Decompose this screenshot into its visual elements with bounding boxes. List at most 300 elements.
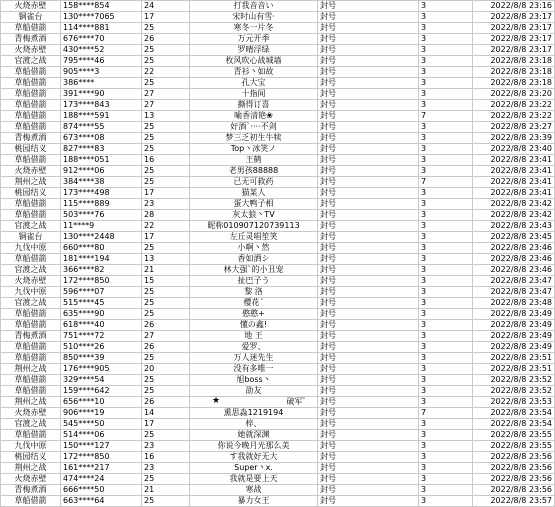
action-cell[interactable]: 封号 [318,463,419,474]
action-cell[interactable]: 封号 [318,298,419,309]
action-cell[interactable]: 封号 [318,485,419,496]
account-cell[interactable]: 906****19 [61,408,142,419]
account-cell[interactable]: 751****72 [61,331,142,342]
nickname-cell[interactable]: 万元开季 [190,34,318,45]
level-cell[interactable]: 25 [142,166,190,177]
server-cell[interactable]: 铜雀台 [1,232,61,243]
account-cell[interactable]: 474****24 [61,474,142,485]
action-cell[interactable]: 封号 [318,210,419,221]
time-cell[interactable]: 2022/8/8 23:52 [473,375,555,386]
server-cell[interactable]: 荆州之战 [1,397,61,408]
days-cell[interactable]: 3 [419,397,473,408]
action-cell[interactable]: 封号 [318,474,419,485]
account-cell[interactable]: 515****45 [61,298,142,309]
time-cell[interactable]: 2022/8/8 23:48 [473,298,555,309]
server-cell[interactable]: 火烧赤壁 [1,1,61,12]
days-cell[interactable]: 3 [419,331,473,342]
server-cell[interactable]: 草船借箭 [1,78,61,89]
time-cell[interactable]: 2022/8/8 23:41 [473,166,555,177]
level-cell[interactable]: 25 [142,386,190,397]
nickname-cell[interactable]: 樱花´ [190,298,318,309]
account-cell[interactable]: 11****9 [61,221,142,232]
action-cell[interactable]: 封号 [318,155,419,166]
days-cell[interactable]: 3 [419,23,473,34]
time-cell[interactable]: 2022/8/8 23:56 [473,452,555,463]
nickname-cell[interactable]: 昵称010907120739113 [190,221,318,232]
action-cell[interactable]: 封号 [318,166,419,177]
server-cell[interactable]: 火烧赤壁 [1,276,61,287]
account-cell[interactable]: 188****051 [61,155,142,166]
level-cell[interactable]: 20 [142,364,190,375]
level-cell[interactable]: 25 [142,122,190,133]
days-cell[interactable]: 3 [419,375,473,386]
action-cell[interactable]: 封号 [318,122,419,133]
action-cell[interactable]: 封号 [318,188,419,199]
nickname-cell[interactable]: 梦三乏初生牛犊 [190,133,318,144]
account-cell[interactable]: 663****64 [61,496,142,507]
server-cell[interactable]: 草船借箭 [1,254,61,265]
level-cell[interactable]: 25 [142,474,190,485]
action-cell[interactable]: 封号 [318,100,419,111]
server-cell[interactable]: 草船借箭 [1,111,61,122]
nickname-cell[interactable]: 扯巴子う [190,276,318,287]
nickname-cell[interactable] [190,397,318,408]
level-cell[interactable]: 25 [142,133,190,144]
server-cell[interactable]: 九伐中原 [1,243,61,254]
server-cell[interactable]: 荆州之战 [1,463,61,474]
server-cell[interactable]: 草船借箭 [1,100,61,111]
days-cell[interactable]: 3 [419,89,473,100]
days-cell[interactable]: 3 [419,287,473,298]
time-cell[interactable]: 2022/8/8 23:41 [473,188,555,199]
server-cell[interactable]: 青梅煮酒 [1,485,61,496]
days-cell[interactable]: 3 [419,133,473,144]
level-cell[interactable]: 25 [142,496,190,507]
action-cell[interactable]: 封号 [318,199,419,210]
action-cell[interactable]: 封号 [318,133,419,144]
days-cell[interactable]: 3 [419,199,473,210]
days-cell[interactable]: 3 [419,34,473,45]
account-cell[interactable]: 430****52 [61,45,142,56]
server-cell[interactable]: 青梅煮酒 [1,331,61,342]
nickname-cell[interactable]: 你说今晚月光那么美 [190,441,318,452]
nickname-cell[interactable]: Super丶x. [190,463,318,474]
server-cell[interactable]: 草船借箭 [1,210,61,221]
nickname-cell[interactable]: 憨憨+ [190,309,318,320]
server-cell[interactable]: 官渡之战 [1,419,61,430]
level-cell[interactable]: 25 [142,23,190,34]
server-cell[interactable]: 九伐中原 [1,441,61,452]
action-cell[interactable]: 封号 [318,254,419,265]
account-cell[interactable]: 188****591 [61,111,142,122]
time-cell[interactable]: 2022/8/8 23:16 [473,1,555,12]
days-cell[interactable]: 3 [419,474,473,485]
nickname-cell[interactable]: 她就深渊 [190,430,318,441]
time-cell[interactable]: 2022/8/8 23:51 [473,353,555,364]
level-cell[interactable]: 25 [142,243,190,254]
account-cell[interactable]: 618****40 [61,320,142,331]
account-cell[interactable]: 660****80 [61,243,142,254]
level-cell[interactable]: 25 [142,298,190,309]
days-cell[interactable]: 7 [419,408,473,419]
days-cell[interactable]: 3 [419,45,473,56]
time-cell[interactable]: 2022/8/8 23:56 [473,485,555,496]
level-cell[interactable]: 25 [142,56,190,67]
server-cell[interactable]: 草船借箭 [1,199,61,210]
nickname-cell[interactable]: 黎 洛 [190,287,318,298]
level-cell[interactable]: 25 [142,353,190,364]
level-cell[interactable]: 25 [142,287,190,298]
account-cell[interactable]: 329****54 [61,375,142,386]
server-cell[interactable]: 九伐中原 [1,287,61,298]
account-cell[interactable]: 386**** [61,78,142,89]
action-cell[interactable]: 封号 [318,34,419,45]
time-cell[interactable]: 2022/8/8 23:49 [473,309,555,320]
time-cell[interactable]: 2022/8/8 23:42 [473,199,555,210]
time-cell[interactable]: 2022/8/8 23:53 [473,397,555,408]
account-cell[interactable]: 158****854 [61,1,142,12]
server-cell[interactable]: 草船借箭 [1,89,61,100]
level-cell[interactable]: 25 [142,78,190,89]
account-cell[interactable]: 656****10 [61,397,142,408]
nickname-cell[interactable]: 灰太狼丶TV [190,210,318,221]
server-cell[interactable]: 桃园结义 [1,188,61,199]
action-cell[interactable]: 封号 [318,452,419,463]
server-cell[interactable]: 火烧赤壁 [1,45,61,56]
server-cell[interactable]: 桃园结义 [1,144,61,155]
nickname-cell[interactable]: 青衫丶如故 [190,67,318,78]
days-cell[interactable]: 3 [419,496,473,507]
account-cell[interactable]: 384****38 [61,177,142,188]
account-cell[interactable]: 874****55 [61,122,142,133]
time-cell[interactable]: 2022/8/8 23:46 [473,265,555,276]
account-cell[interactable]: 503****76 [61,210,142,221]
action-cell[interactable]: 封号 [318,78,419,89]
days-cell[interactable]: 3 [419,309,473,320]
level-cell[interactable]: 25 [142,375,190,386]
nickname-cell[interactable]: 左丘灵唱笙笑 [190,232,318,243]
account-cell[interactable]: 173****843 [61,100,142,111]
days-cell[interactable]: 3 [419,265,473,276]
level-cell[interactable]: 28 [142,210,190,221]
server-cell[interactable]: 桃园结义 [1,452,61,463]
time-cell[interactable]: 2022/8/8 23:41 [473,155,555,166]
action-cell[interactable]: 封号 [318,342,419,353]
server-cell[interactable]: 火烧赤壁 [1,166,61,177]
server-cell[interactable]: 草船借箭 [1,155,61,166]
level-cell[interactable]: 16 [142,155,190,166]
account-cell[interactable]: 150****127 [61,441,142,452]
action-cell[interactable]: 封号 [318,67,419,78]
time-cell[interactable]: 2022/8/8 23:45 [473,232,555,243]
days-cell[interactable]: 3 [419,441,473,452]
days-cell[interactable]: 3 [419,386,473,397]
time-cell[interactable]: 2022/8/8 23:17 [473,12,555,23]
nickname-cell[interactable]: 猫某人 [190,188,318,199]
nickname-cell[interactable]: 罗晴浮绿 [190,45,318,56]
nickname-cell[interactable]: 十指间 [190,89,318,100]
account-cell[interactable]: 130****2448 [61,232,142,243]
level-cell[interactable]: 27 [142,331,190,342]
server-cell[interactable]: 荆州之战 [1,364,61,375]
server-cell[interactable]: 草船借箭 [1,353,61,364]
nickname-cell[interactable]: 劭友 [190,386,318,397]
account-cell[interactable]: 510****26 [61,342,142,353]
account-cell[interactable]: 666****50 [61,485,142,496]
level-cell[interactable]: 13 [142,111,190,122]
days-cell[interactable]: 3 [419,210,473,221]
account-cell[interactable]: 366****82 [61,265,142,276]
days-cell[interactable]: 3 [419,67,473,78]
nickname-cell[interactable]: 梓、 [190,419,318,430]
server-cell[interactable]: 火烧赤壁 [1,474,61,485]
nickname-cell[interactable]: 没有多唯一 [190,364,318,375]
level-cell[interactable]: 17 [142,188,190,199]
action-cell[interactable]: 封号 [318,276,419,287]
days-cell[interactable]: 3 [419,254,473,265]
account-cell[interactable]: 114****881 [61,23,142,34]
account-cell[interactable]: 850****39 [61,353,142,364]
nickname-cell[interactable]: 万人迷先生 [190,353,318,364]
action-cell[interactable]: 封号 [318,386,419,397]
action-cell[interactable]: 封号 [318,287,419,298]
nickname-cell[interactable]: 小啊丶然 [190,243,318,254]
action-cell[interactable]: 封号 [318,177,419,188]
time-cell[interactable]: 2022/8/8 23:42 [473,210,555,221]
action-cell[interactable]: 封号 [318,430,419,441]
server-cell[interactable]: 官渡之战 [1,221,61,232]
level-cell[interactable]: 22 [142,221,190,232]
nickname-cell[interactable]: 枚风吹心战城墙 [190,56,318,67]
time-cell[interactable]: 2022/8/8 23:22 [473,100,555,111]
action-cell[interactable]: 封号 [318,408,419,419]
days-cell[interactable]: 3 [419,419,473,430]
account-cell[interactable]: 130****7065 [61,12,142,23]
time-cell[interactable]: 2022/8/8 23:55 [473,430,555,441]
level-cell[interactable]: 13 [142,254,190,265]
level-cell[interactable]: 25 [142,177,190,188]
days-cell[interactable]: 3 [419,320,473,331]
level-cell[interactable]: 17 [142,232,190,243]
days-cell[interactable]: 3 [419,485,473,496]
nickname-cell[interactable]: 熏思淼1219194 [190,408,318,419]
action-cell[interactable]: 封号 [318,23,419,34]
account-cell[interactable]: 673****08 [61,133,142,144]
time-cell[interactable]: 2022/8/8 23:43 [473,221,555,232]
days-cell[interactable]: 3 [419,463,473,474]
action-cell[interactable]: 封号 [318,144,419,155]
days-cell[interactable]: 3 [419,430,473,441]
days-cell[interactable]: 3 [419,364,473,375]
action-cell[interactable]: 封号 [318,320,419,331]
days-cell[interactable]: 3 [419,221,473,232]
server-cell[interactable]: 草船借箭 [1,67,61,78]
server-cell[interactable]: 草船借箭 [1,496,61,507]
days-cell[interactable]: 3 [419,353,473,364]
account-cell[interactable]: 514****06 [61,430,142,441]
days-cell[interactable]: 3 [419,188,473,199]
nickname-cell[interactable]: 爱罗、 [190,342,318,353]
action-cell[interactable]: 封号 [318,496,419,507]
action-cell[interactable]: 封号 [318,353,419,364]
level-cell[interactable]: 25 [142,45,190,56]
action-cell[interactable]: 封号 [318,1,419,12]
level-cell[interactable]: 27 [142,89,190,100]
level-cell[interactable]: 17 [142,12,190,23]
account-cell[interactable]: 391****90 [61,89,142,100]
server-cell[interactable]: 铜雀台 [1,12,61,23]
server-cell[interactable]: 草船借箭 [1,430,61,441]
account-cell[interactable]: 905****3 [61,67,142,78]
time-cell[interactable]: 2022/8/8 23:18 [473,78,555,89]
time-cell[interactable]: 2022/8/8 23:18 [473,56,555,67]
level-cell[interactable]: 17 [142,419,190,430]
days-cell[interactable]: 3 [419,78,473,89]
days-cell[interactable]: 3 [419,144,473,155]
days-cell[interactable]: 3 [419,166,473,177]
days-cell[interactable]: 7 [419,111,473,122]
time-cell[interactable]: 2022/8/8 23:17 [473,45,555,56]
account-cell[interactable]: 596****07 [61,287,142,298]
action-cell[interactable]: 封号 [318,232,419,243]
account-cell[interactable]: 172****850 [61,452,142,463]
days-cell[interactable]: 3 [419,342,473,353]
nickname-cell[interactable]: 香如洒シ [190,254,318,265]
level-cell[interactable]: 14 [142,408,190,419]
action-cell[interactable]: 封号 [318,397,419,408]
level-cell[interactable]: 23 [142,441,190,452]
server-cell[interactable]: 火烧赤壁 [1,408,61,419]
time-cell[interactable]: 2022/8/8 23:17 [473,23,555,34]
action-cell[interactable]: 封号 [318,12,419,23]
server-cell[interactable]: 荆州之战 [1,177,61,188]
account-cell[interactable]: 545****50 [61,419,142,430]
time-cell[interactable]: 2022/8/8 23:54 [473,419,555,430]
action-cell[interactable]: 封号 [318,111,419,122]
server-cell[interactable]: 草船借箭 [1,320,61,331]
account-cell[interactable]: 176****905 [61,364,142,375]
days-cell[interactable]: 3 [419,452,473,463]
account-cell[interactable]: 827****83 [61,144,142,155]
time-cell[interactable]: 2022/8/8 23:57 [473,496,555,507]
action-cell[interactable]: 封号 [318,331,419,342]
level-cell[interactable]: 26 [142,320,190,331]
level-cell[interactable]: 23 [142,199,190,210]
account-cell[interactable]: 912****06 [61,166,142,177]
action-cell[interactable]: 封号 [318,309,419,320]
time-cell[interactable]: 2022/8/8 23:51 [473,364,555,375]
level-cell[interactable]: 26 [142,397,190,408]
account-cell[interactable]: 795****46 [61,56,142,67]
level-cell[interactable]: 27 [142,100,190,111]
nickname-cell[interactable]: 喻香清艳❀ [190,111,318,122]
time-cell[interactable]: 2022/8/8 23:17 [473,34,555,45]
level-cell[interactable]: 21 [142,485,190,496]
nickname-cell[interactable]: 老男孩88888 [190,166,318,177]
action-cell[interactable]: 封号 [318,375,419,386]
level-cell[interactable]: 23 [142,463,190,474]
days-cell[interactable]: 3 [419,298,473,309]
server-cell[interactable]: 官渡之战 [1,298,61,309]
nickname-cell[interactable]: 旭boss丶 [190,375,318,386]
days-cell[interactable]: 3 [419,100,473,111]
time-cell[interactable]: 2022/8/8 23:20 [473,89,555,100]
account-cell[interactable]: 161****217 [61,463,142,474]
server-cell[interactable]: 草船借箭 [1,386,61,397]
nickname-cell[interactable]: 林大强`的小丑宠 [190,265,318,276]
time-cell[interactable]: 2022/8/8 23:52 [473,386,555,397]
action-cell[interactable]: 封号 [318,221,419,232]
days-cell[interactable]: 3 [419,155,473,166]
level-cell[interactable]: 26 [142,342,190,353]
nickname-cell[interactable]: す我就好无大 [190,452,318,463]
time-cell[interactable]: 2022/8/8 23:56 [473,463,555,474]
days-cell[interactable]: 3 [419,232,473,243]
account-cell[interactable]: 173****498 [61,188,142,199]
days-cell[interactable]: 3 [419,122,473,133]
days-cell[interactable]: 3 [419,56,473,67]
time-cell[interactable]: 2022/8/8 23:49 [473,342,555,353]
nickname-cell[interactable]: 寒冬一片冬 [190,23,318,34]
nickname-cell[interactable]: 寒战 [190,485,318,496]
nickname-cell[interactable]: 我就是要上天 [190,474,318,485]
nickname-cell[interactable]: 地 王 [190,331,318,342]
action-cell[interactable]: 封号 [318,364,419,375]
nickname-cell[interactable]: 打我音音い [190,1,318,12]
nickname-cell[interactable]: 懂の鑫! [190,320,318,331]
nickname-cell[interactable]: 蛋大鸭子相 [190,199,318,210]
account-cell[interactable]: 172****850 [61,276,142,287]
nickname-cell[interactable]: 已无可救药 [190,177,318,188]
level-cell[interactable]: 22 [142,67,190,78]
server-cell[interactable]: 草船借箭 [1,122,61,133]
server-cell[interactable]: 草船借箭 [1,375,61,386]
time-cell[interactable]: 2022/8/8 23:56 [473,474,555,485]
time-cell[interactable]: 2022/8/8 23:27 [473,122,555,133]
action-cell[interactable]: 封号 [318,419,419,430]
server-cell[interactable]: 草船借箭 [1,342,61,353]
time-cell[interactable]: 2022/8/8 23:47 [473,276,555,287]
server-cell[interactable]: 青梅煮酒 [1,133,61,144]
server-cell[interactable]: 草船借箭 [1,23,61,34]
nickname-cell[interactable]: 暴力女王 [190,496,318,507]
level-cell[interactable]: 24 [142,1,190,12]
nickname-cell[interactable]: 孔大宝 [190,78,318,89]
account-cell[interactable]: 181****194 [61,254,142,265]
level-cell[interactable]: 15 [142,276,190,287]
level-cell[interactable]: 16 [142,452,190,463]
action-cell[interactable]: 封号 [318,265,419,276]
time-cell[interactable]: 2022/8/8 23:46 [473,243,555,254]
time-cell[interactable]: 2022/8/8 23:41 [473,177,555,188]
time-cell[interactable]: 2022/8/8 23:54 [473,408,555,419]
nickname-cell[interactable]: 宋时山有雪· [190,12,318,23]
action-cell[interactable]: 封号 [318,441,419,452]
account-cell[interactable]: 635****90 [61,309,142,320]
account-cell[interactable]: 676****70 [61,34,142,45]
time-cell[interactable]: 2022/8/8 23:22 [473,111,555,122]
time-cell[interactable]: 2022/8/8 23:39 [473,133,555,144]
nickname-cell[interactable]: 撕得订喜 [190,100,318,111]
time-cell[interactable]: 2022/8/8 23:18 [473,67,555,78]
time-cell[interactable]: 2022/8/8 23:47 [473,287,555,298]
level-cell[interactable]: 25 [142,430,190,441]
nickname-cell[interactable]: 王鹤 [190,155,318,166]
level-cell[interactable]: 25 [142,144,190,155]
days-cell[interactable]: 3 [419,1,473,12]
account-cell[interactable]: 159****642 [61,386,142,397]
time-cell[interactable]: 2022/8/8 23:40 [473,144,555,155]
